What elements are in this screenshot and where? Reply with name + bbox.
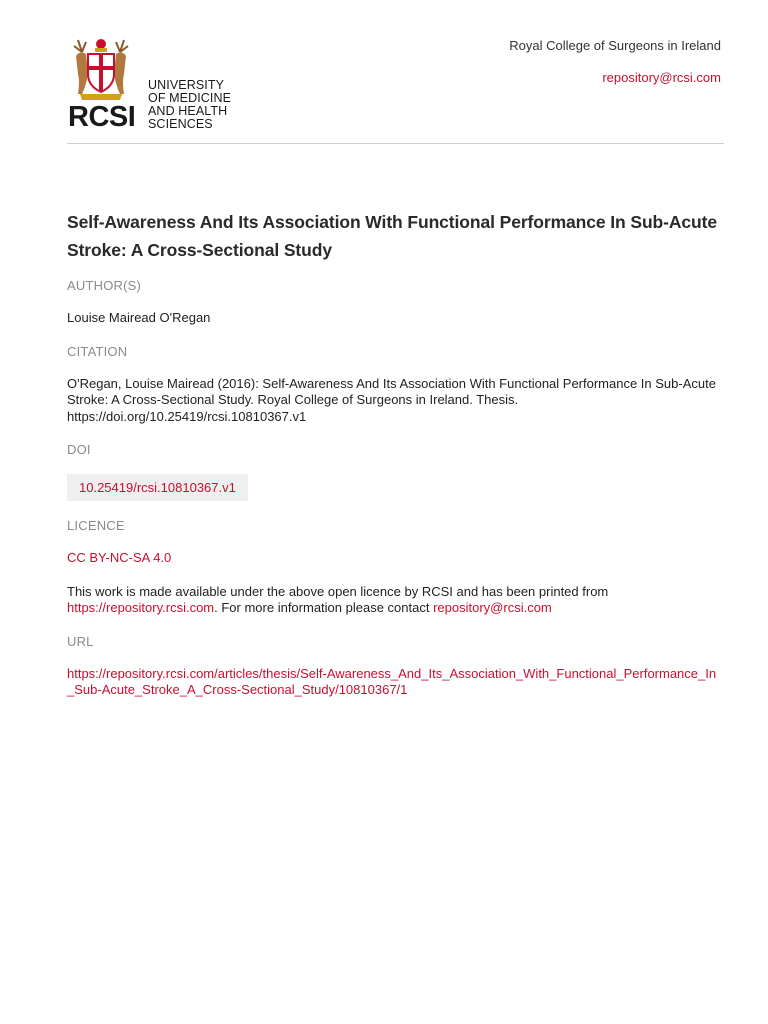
url-value bbox=[67, 666, 722, 699]
notice-middle: . For more information please contact bbox=[214, 600, 430, 615]
licence-link[interactable]: CC BY-NC-SA 4.0 bbox=[67, 550, 172, 565]
authors-value: Louise Mairead O'Regan bbox=[67, 310, 211, 325]
citation-label: CITATION bbox=[67, 343, 128, 359]
record-url-link[interactable]: https://repository.rcsi.com/articles/thesis/Self-Awareness_And_Its_Association_With_Functional_Performance_In_Sub-Acute_Stroke_A_Cross-Sectional_Study/10810367/1 bbox=[67, 665, 717, 697]
notice-prefix: This work is made available under the above open licence by RCSI and has been printed from bbox=[67, 583, 609, 599]
logo-tagline bbox=[148, 79, 231, 131]
doi-box bbox=[67, 474, 248, 501]
contact-email-link[interactable]: repository@rcsi.com bbox=[433, 600, 552, 615]
logo-wordmark: RCSI bbox=[68, 101, 136, 133]
licence-value bbox=[67, 550, 722, 567]
rcsi-crest-icon bbox=[68, 34, 134, 102]
licence-notice bbox=[67, 584, 722, 617]
logo-line: UNIVERSITY bbox=[148, 78, 225, 92]
rcsi-logo bbox=[68, 34, 243, 134]
logo-line: SCIENCES bbox=[148, 117, 213, 131]
url-label: URL bbox=[67, 633, 94, 649]
doi-link[interactable]: 10.25419/rcsi.10810367.v1 bbox=[79, 480, 236, 495]
logo-line: AND HEALTH bbox=[148, 104, 228, 118]
citation-value: O'Regan, Louise Mairead (2016): Self-Awareness And Its Association With Functional Performance In Sub-Acute Stroke: A Cross-Sectional Study. Royal College of Surgeons in Ireland. Thesis. https://doi.org/10.25419/rcsi.10810367.v1 bbox=[67, 375, 716, 424]
licence-label: LICENCE bbox=[67, 518, 125, 533]
authors-label: AUTHOR(S) bbox=[67, 278, 142, 293]
header-contact bbox=[509, 38, 721, 85]
record-details bbox=[67, 208, 722, 716]
repository-link[interactable]: https://repository.rcsi.com bbox=[67, 600, 215, 615]
record-title: Self-Awareness And Its Association With Functional Performance In Sub-Acute Stroke: A Cross-Sectional Study bbox=[67, 212, 717, 260]
header-email-link[interactable]: repository@rcsi.com bbox=[602, 70, 721, 85]
doi-label: DOI bbox=[67, 442, 91, 457]
logo-line: OF MEDICINE bbox=[148, 91, 232, 105]
institution-name: Royal College of Surgeons in Ireland bbox=[509, 38, 721, 53]
header-divider bbox=[67, 143, 724, 144]
